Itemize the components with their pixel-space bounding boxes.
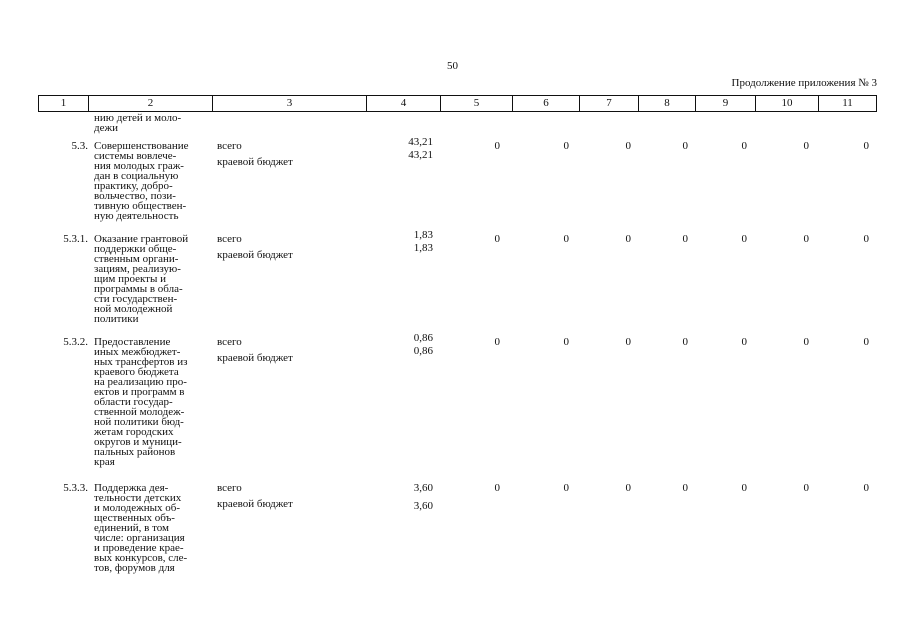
name-line: Поддержка дея- <box>94 482 169 494</box>
name-line: Оказание грантовой <box>94 233 189 245</box>
row-number: 5.3.3. <box>63 482 88 494</box>
amounts <box>378 137 433 163</box>
name-line: области государ- <box>94 396 173 408</box>
value-col-11: 0 <box>863 140 869 152</box>
name-line: ственным органи- <box>94 253 179 265</box>
name-line: Предоставление <box>94 336 171 348</box>
value-col-7: 0 <box>625 140 631 152</box>
name-line: щим проекты и <box>94 273 167 285</box>
funding-label-total: всего <box>217 336 242 348</box>
row-name <box>94 141 209 221</box>
name-line: ную деятельность <box>94 210 179 222</box>
name-line: тивную обществен- <box>94 200 187 212</box>
value-col-11: 0 <box>863 233 869 245</box>
name-line: числе: организация <box>94 532 185 544</box>
funding-source-labels <box>217 234 397 266</box>
name-line: системы вовлече- <box>94 150 177 162</box>
value-col-5: 0 <box>494 482 500 494</box>
value-col-8: 0 <box>682 233 688 245</box>
appendix-continuation-note: Продолжение приложения № 3 <box>731 77 877 89</box>
column-header-3: 3 <box>213 96 367 112</box>
value-col-11: 0 <box>863 336 869 348</box>
row-name <box>94 234 209 324</box>
name-line: тов, форумов для <box>94 562 175 574</box>
column-header-table <box>38 95 877 112</box>
amount-regional: 3,60 <box>413 500 433 512</box>
value-col-7: 0 <box>625 233 631 245</box>
name-line: иных межбюджет- <box>94 346 181 358</box>
value-col-8: 0 <box>682 140 688 152</box>
page-number: 50 <box>447 60 458 72</box>
value-col-5: 0 <box>494 233 500 245</box>
name-line: поддержки обще- <box>94 243 177 255</box>
name-line: вольчество, пози- <box>94 190 176 202</box>
value-col-5: 0 <box>494 140 500 152</box>
column-header-8: 8 <box>639 96 696 112</box>
value-col-10: 0 <box>803 233 809 245</box>
value-col-11: 0 <box>863 482 869 494</box>
name-line: ной политики бюд- <box>94 416 184 428</box>
name-line: жетам городских <box>94 426 174 438</box>
value-col-10: 0 <box>803 336 809 348</box>
name-line: дежи <box>94 122 118 134</box>
name-line: краевого бюджета <box>94 366 179 378</box>
row-name <box>94 483 209 573</box>
amount-total: 0,86 <box>413 332 433 344</box>
name-line: ной молодежной <box>94 303 173 315</box>
value-col-9: 0 <box>741 233 747 245</box>
name-line: практику, добро- <box>94 180 173 192</box>
column-header-5: 5 <box>441 96 513 112</box>
amount-total: 3,60 <box>413 482 433 494</box>
row-name <box>94 337 209 467</box>
amount-regional: 43,21 <box>408 149 433 161</box>
amount-total: 1,83 <box>413 229 433 241</box>
funding-source-labels <box>217 337 397 369</box>
name-line: дан в социальную <box>94 170 179 182</box>
name-line: Совершенствование <box>94 140 189 152</box>
value-col-6: 0 <box>563 140 569 152</box>
amount-regional: 0,86 <box>413 345 433 357</box>
row-number: 5.3.1. <box>63 233 88 245</box>
funding-label-regional: краевой бюджет <box>217 156 293 168</box>
row-number: 5.3. <box>71 140 88 152</box>
value-col-9: 0 <box>741 140 747 152</box>
name-line: края <box>94 456 115 468</box>
name-line: и проведение крае- <box>94 542 184 554</box>
value-col-6: 0 <box>563 336 569 348</box>
amount-regional: 1,83 <box>413 242 433 254</box>
name-line: ных трансфертов из <box>94 356 188 368</box>
column-header-11: 11 <box>819 96 877 112</box>
value-col-9: 0 <box>741 336 747 348</box>
funding-label-regional: краевой бюджет <box>217 249 293 261</box>
value-col-7: 0 <box>625 336 631 348</box>
amount-total: 43,21 <box>408 136 433 148</box>
name-line: тельности детских <box>94 492 182 504</box>
amounts <box>378 230 433 256</box>
column-header-row <box>39 96 877 112</box>
column-header-6: 6 <box>513 96 580 112</box>
row-number: 5.3.2. <box>63 336 88 348</box>
value-col-6: 0 <box>563 233 569 245</box>
funding-label-total: всего <box>217 482 242 494</box>
value-col-9: 0 <box>741 482 747 494</box>
value-col-5: 0 <box>494 336 500 348</box>
amounts <box>378 333 433 359</box>
column-header-4: 4 <box>367 96 441 112</box>
column-header-10: 10 <box>756 96 819 112</box>
name-line: нию детей и моло- <box>94 112 182 124</box>
name-line: на реализацию про- <box>94 376 187 388</box>
column-header-7: 7 <box>580 96 639 112</box>
funding-source-labels <box>217 483 397 515</box>
name-line: сти государствен- <box>94 293 178 305</box>
value-col-7: 0 <box>625 482 631 494</box>
name-line: единений, в том <box>94 522 170 534</box>
name-line: пальных районов <box>94 446 176 458</box>
value-col-8: 0 <box>682 482 688 494</box>
name-line: и молодежных об- <box>94 502 180 514</box>
column-header-1: 1 <box>39 96 89 112</box>
funding-source-labels <box>217 141 397 173</box>
value-col-10: 0 <box>803 482 809 494</box>
name-line: ственной молодеж- <box>94 406 185 418</box>
name-line: ния молодых граж- <box>94 160 184 172</box>
name-line: округов и муници- <box>94 436 182 448</box>
column-header-2: 2 <box>89 96 213 112</box>
continued-name-text <box>94 113 209 133</box>
amounts <box>378 483 433 514</box>
name-line: программы в обла- <box>94 283 183 295</box>
funding-label-total: всего <box>217 233 242 245</box>
name-line: политики <box>94 313 139 325</box>
name-line: вых конкурсов, сле- <box>94 552 188 564</box>
name-line: зациям, реализую- <box>94 263 181 275</box>
funding-label-regional: краевой бюджет <box>217 352 293 364</box>
value-col-6: 0 <box>563 482 569 494</box>
column-header-9: 9 <box>696 96 756 112</box>
value-col-10: 0 <box>803 140 809 152</box>
name-line: ектов и программ в <box>94 386 185 398</box>
funding-label-regional: краевой бюджет <box>217 498 293 510</box>
funding-label-total: всего <box>217 140 242 152</box>
value-col-8: 0 <box>682 336 688 348</box>
name-line: щественных объ- <box>94 512 175 524</box>
